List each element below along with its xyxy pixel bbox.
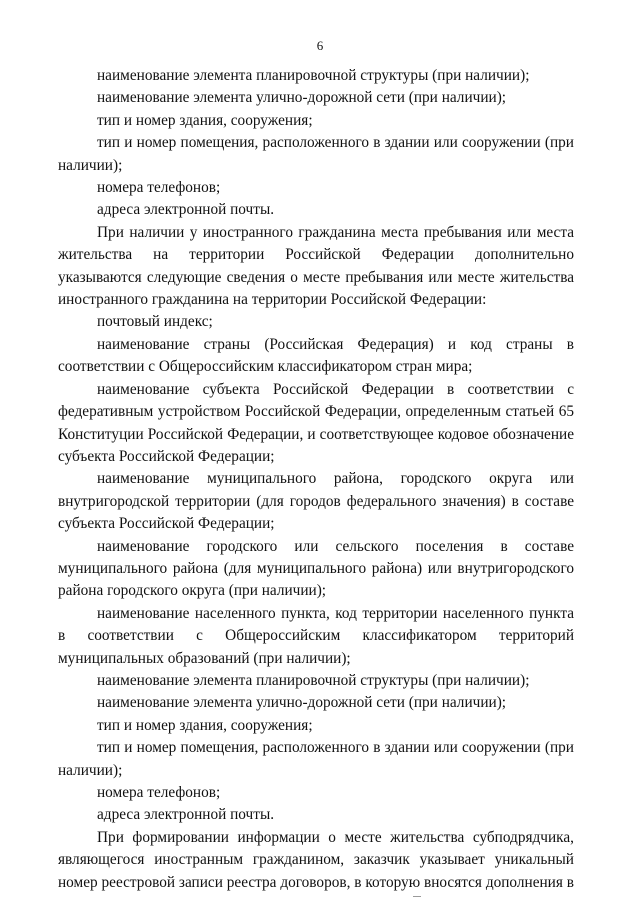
paragraph-building: тип и номер здания, сооружения; (97, 111, 313, 129)
paragraph-email: адреса электронной почты. (97, 201, 275, 219)
paragraph-country: наименование страны (Российская Федерация) и код страны в соответствии с Общероссийским классификатором стран мира; (58, 335, 574, 376)
scan-artifact (413, 896, 421, 900)
paragraph-foreign-citizen-residence: При наличии у иностранного гражданина места пребывания или места жительства на территории Российской Федерации дополнительно указываются следующие сведения о месте пребывания или месте жительства иностранного гражданина на территории Российской Федерации: (58, 223, 574, 309)
page-number: 6 (316, 38, 324, 53)
document-body (58, 65, 574, 894)
paragraph-road-network-2: наименование элемента улично-дорожной сети (при наличии); (97, 694, 507, 712)
paragraph-postal-code: почтовый индекс; (97, 313, 213, 331)
paragraph-settlement: наименование городского или сельского поселения в составе муниципального района (для муниципального района) или внутригородского района городского округа (при наличии); (58, 537, 574, 600)
paragraph-federal-subject: наименование субъекта Российской Федерации в соответствии с федеративным устройством Российской Федерации, определенным статьей 65 Конституции Российской Федерации, и соответствующее кодовое обозначение субъекта Российской Федерации; (58, 380, 574, 465)
paragraph-planning-structure: наименование элемента планировочной структуры (при наличии); (97, 67, 530, 84)
paragraph-road-network: наименование элемента улично-дорожной сети (при наличии); (97, 89, 507, 107)
paragraph-premises-2: тип и номер помещения, расположенного в здании или сооружении (при наличии); (58, 739, 574, 779)
paragraph-locality: наименование населенного пункта, код территории населенного пункта в соответствии с Общероссийским классификатором территорий муниципальных образований (при наличии); (58, 604, 574, 667)
paragraph-planning-structure-2: наименование элемента планировочной структуры (при наличии); (97, 671, 530, 689)
paragraph-municipal-district: наименование муниципального района, городского округа или внутригородской территории (для городов федерального значения) в составе субъекта Российской Федерации; (58, 470, 574, 533)
paragraph-phones: номера телефонов; (97, 179, 221, 197)
paragraph-building-2: тип и номер здания, сооружения; (97, 716, 313, 734)
paragraph-subcontractor-residence: При формировании информации о месте жительства субподрядчика, являющегося иностранным гражданином, заказчик указывает уникальный номер реестровой записи реестра договоров, в которую вносятся дополнения в (58, 828, 574, 891)
paragraph-phones-2: номера телефонов; (97, 784, 221, 801)
paragraph-premises: тип и номер помещения, расположенного в здании или сооружении (при наличии); (58, 134, 574, 174)
paragraph-email-2: адреса электронной почты. (97, 806, 275, 824)
